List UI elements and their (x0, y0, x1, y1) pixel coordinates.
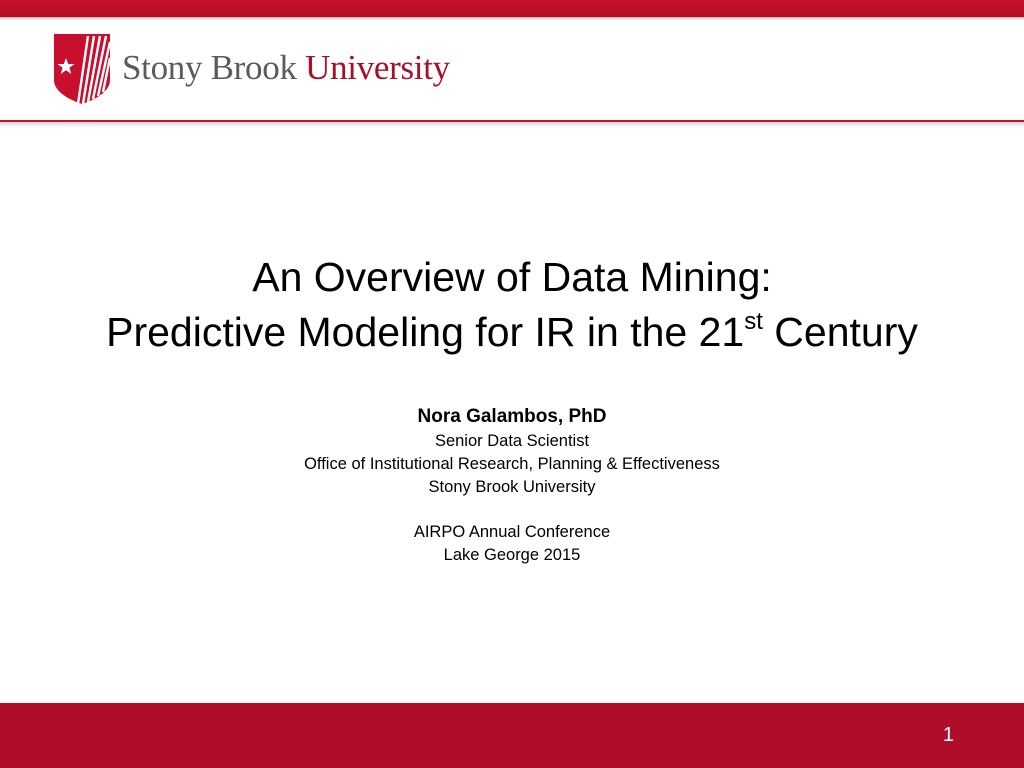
university-logo (52, 32, 472, 106)
slide-number: 1 (942, 724, 954, 746)
logo-word-stony-brook: Stony Brook (122, 48, 297, 87)
logo-word-university: University (305, 48, 450, 87)
presenter-institution: Stony Brook University (428, 478, 596, 496)
top-accent-stripe (0, 0, 1024, 17)
header-divider-shadow (0, 122, 1024, 128)
slide-title-ordinal-suffix: st (744, 308, 763, 336)
subtitle-spacer (0, 499, 1024, 521)
footer-bar (0, 703, 1024, 768)
slide-title (0, 250, 1024, 360)
slide-subtitle (0, 404, 1024, 567)
logo-wordmark (122, 48, 450, 88)
presenter-role: Senior Data Scientist (434, 432, 590, 450)
shield-star-logo-icon (52, 32, 112, 106)
slide-title-line1: An Overview of Data Mining: (252, 254, 772, 300)
slide-title-line2-prefix: Predictive Modeling for IR in the 21 (106, 309, 745, 355)
conference-location: Lake George 2015 (443, 546, 581, 564)
slide-title-line2 (0, 305, 1024, 360)
presenter-office: Office of Institutional Research, Planning & Effectiveness (304, 455, 720, 473)
slide-title-line2-suffix: Century (762, 309, 918, 355)
presenter-name: Nora Galambos, PhD (417, 406, 607, 427)
conference-name: AIRPO Annual Conference (413, 523, 611, 541)
